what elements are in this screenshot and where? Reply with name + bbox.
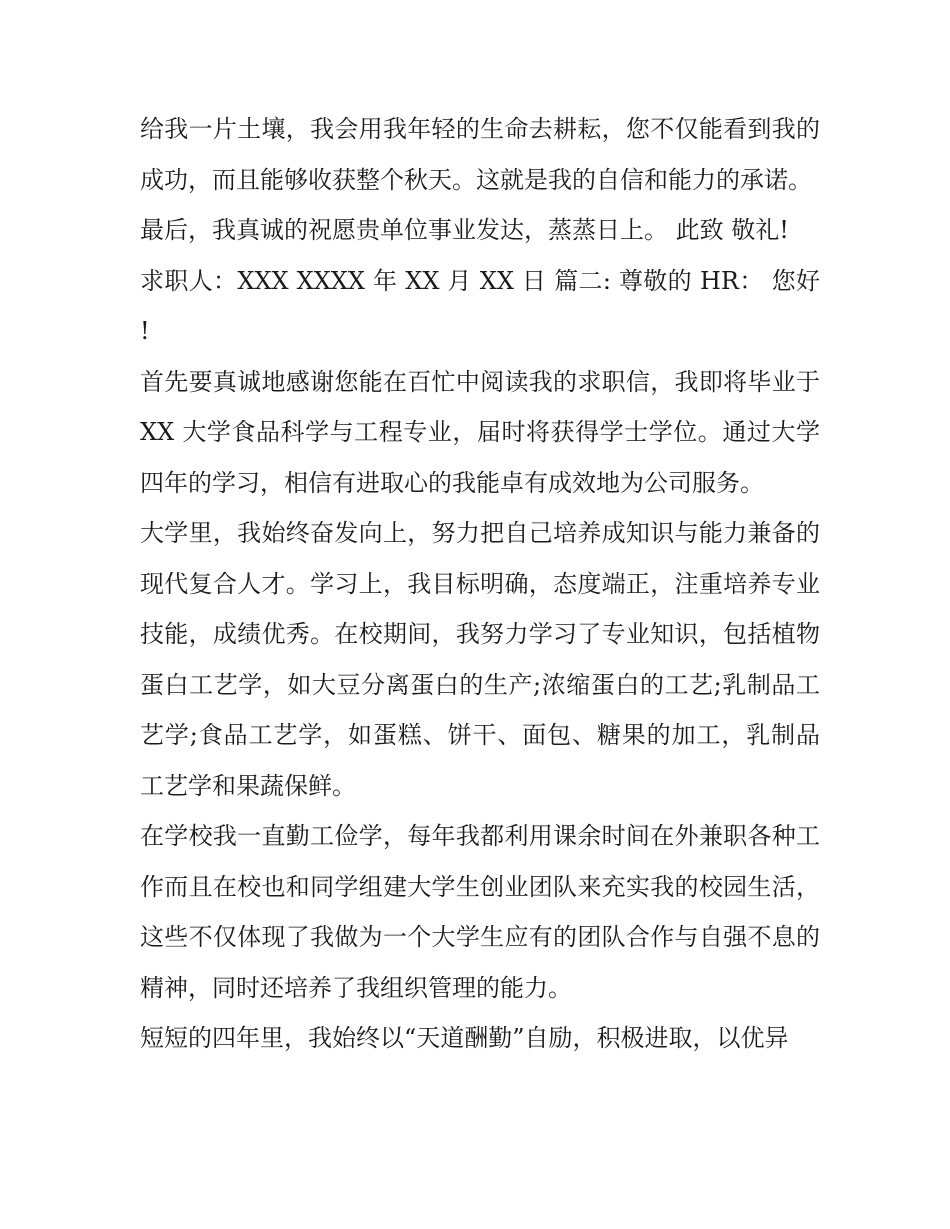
paragraph-university-study: 大学里，我始终奋发向上，努力把自己培养成知识与能力兼备的现代复合人才。学习上，我目标明确，态度端正，注重培养专业技能，成绩优秀。在校期间，我努力学习了专业知识，包括植物蛋白工艺学，如大豆分离蛋白的生产;浓缩蛋白的工艺;乳制品工艺学;食品工艺学，如蛋糕、饼干、面包、糖果的加工，乳制品工艺学和果蔬保鲜。	[140, 519, 820, 800]
paragraph-four-years: 短短的四年里，我始终以“天道酬勤”自励，积极进取，以优异	[140, 1024, 789, 1052]
paragraph-closing-wishes: 最后，我真诚的祝愿贵单位事业发达，蒸蒸日上。 此致 敬礼!	[140, 216, 789, 244]
paragraph-signature-and-greeting: 求职人：XXX XXXX 年 XX 月 XX 日 篇二: 尊敬的 HR： 您好!	[140, 266, 820, 345]
paragraph-soil-promise: 给我一片土壤，我会用我年轻的生命去耕耘，您不仅能看到我的成功，而且能够收获整个秋天。这就是我的自信和能力的承诺。	[140, 115, 820, 194]
paragraph-work-study: 在学校我一直勤工俭学，每年我都利用课余时间在外兼职各种工作而且在校也和同学组建大学生创业团队来充实我的校园生活，这些不仅体现了我做为一个大学生应有的团队合作与自强不息的精神，同时还培养了我组织管理的能力。	[140, 822, 820, 1002]
letter-body	[140, 104, 820, 1064]
paragraph-introduction: 首先要真诚地感谢您能在百忙中阅读我的求职信，我即将毕业于 XX 大学食品科学与工程专业，届时将获得学士学位。通过大学四年的学习，相信有进取心的我能卓有成效地为公司服务。	[140, 367, 820, 497]
